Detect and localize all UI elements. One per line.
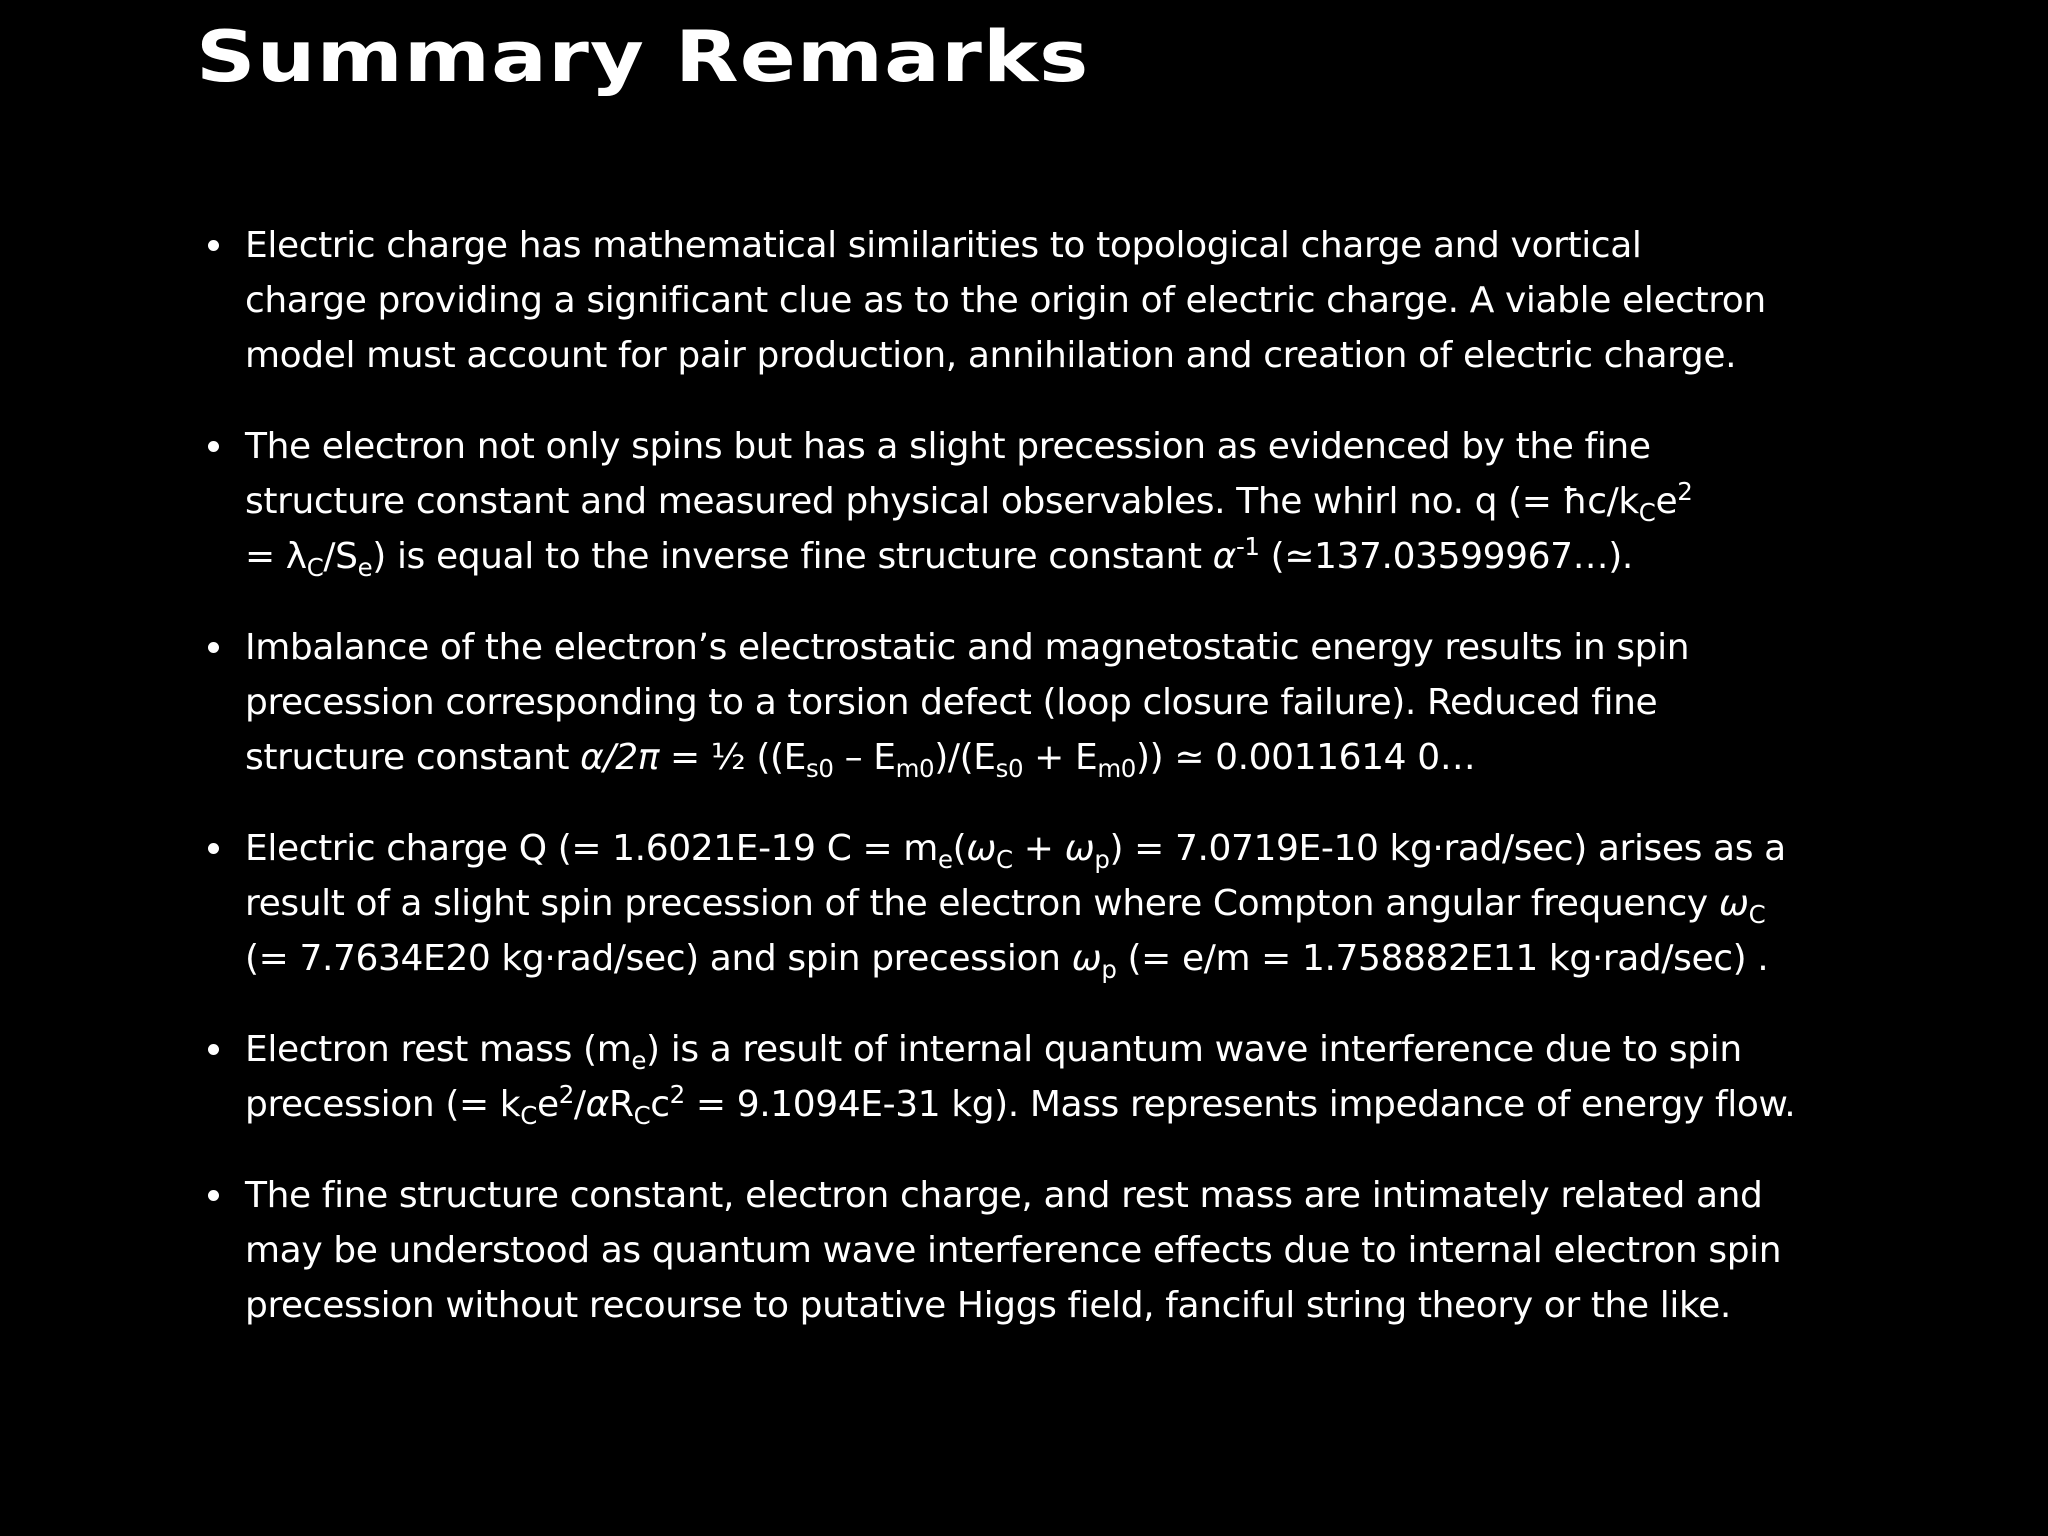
bullet-item [204, 419, 1884, 584]
alpha-over-2pi: α/2π [580, 737, 659, 778]
bullet-dot-icon [208, 843, 219, 854]
bullet-line: may be understood as quantum wave interference effects due to internal electron spin [245, 1230, 1782, 1271]
subscript: e [357, 553, 373, 583]
omega-symbol: ω [1718, 883, 1749, 924]
text-run: (= 7.7634E20 kg·rad/sec) and spin precession [245, 938, 1072, 979]
text-run: Electric charge Q (= 1.6021E-19 C = m [245, 828, 938, 869]
bullet-line [245, 821, 1884, 876]
text-run: ) is a result of internal quantum wave interference due to spin [646, 1029, 1742, 1070]
bullet-dot-icon [208, 441, 219, 452]
text-run: R [608, 1084, 634, 1125]
bullet-line: model must account for pair production, annihilation and creation of electric charge. [245, 335, 1737, 376]
bullet-dot-icon [208, 1190, 219, 1201]
bullet-line [245, 931, 1884, 986]
text-run: result of a slight spin precession of the electron where Compton angular frequency [245, 883, 1719, 924]
bullet-item [204, 1168, 1884, 1333]
alpha-symbol: α [585, 1084, 609, 1125]
subscript: m0 [895, 754, 935, 784]
text-run: (≃137.03599967…). [1259, 536, 1633, 577]
bullet-dot-icon [208, 1044, 219, 1055]
omega-symbol: ω [966, 828, 997, 869]
subscript: C [306, 553, 324, 583]
superscript: 2 [558, 1080, 574, 1109]
superscript: 2 [669, 1080, 685, 1109]
subscript: s0 [806, 754, 834, 784]
bullet-line: Electric charge has mathematical similarities to topological charge and vortical [245, 225, 1642, 266]
bullet-line [245, 730, 1884, 785]
text-run: ) is equal to the inverse fine structure constant [372, 536, 1213, 577]
slide-title: Summary Remarks [196, 16, 1090, 98]
bullet-line: The electron not only spins but has a slight precession as evidenced by the fine [245, 426, 1651, 467]
text-run: (= e/m = 1.758882E11 kg·rad/sec) . [1116, 938, 1769, 979]
superscript: 2 [1677, 477, 1693, 506]
subscript: C [996, 845, 1013, 875]
text-run: = λ [245, 536, 307, 577]
text-run: ( [952, 828, 967, 869]
bullet-item [204, 620, 1884, 785]
text-run: structure constant [245, 737, 581, 778]
text-run: Electron rest mass (m [245, 1029, 632, 1070]
text-run: = ½ ((E [659, 737, 807, 778]
text-run: /S [323, 536, 358, 577]
bullet-line: The fine structure constant, electron charge, and rest mass are intimately related and [245, 1175, 1763, 1216]
bullet-line: precession corresponding to a torsion defect (loop closure failure). Reduced fine [245, 682, 1658, 723]
superscript: -1 [1235, 532, 1260, 561]
bullet-line [245, 1022, 1884, 1077]
bullet-item [204, 218, 1884, 383]
bullet-dot-icon [208, 240, 219, 251]
subscript: p [1101, 955, 1117, 985]
alpha-symbol: α [1212, 536, 1236, 577]
subscript: C [633, 1101, 651, 1131]
text-run: / [573, 1084, 586, 1125]
bullet-line [245, 876, 1884, 931]
text-run: + [1012, 828, 1065, 869]
text-run: ) = 7.0719E-10 kg·rad/sec) arises as a [1109, 828, 1786, 869]
bullet-line: charge providing a significant clue as to the origin of electric charge. A viable electron [245, 280, 1766, 321]
bullet-item [204, 1022, 1884, 1132]
text-run: e [536, 1084, 559, 1125]
subscript: e [937, 845, 953, 875]
subscript: e [631, 1046, 647, 1076]
subscript: C [520, 1101, 537, 1131]
bullet-line [245, 1077, 1884, 1132]
bullet-line: precession without recourse to putative Higgs field, fanciful string theory or the like. [245, 1285, 1731, 1326]
subscript: p [1094, 845, 1110, 875]
omega-symbol: ω [1071, 938, 1102, 979]
text-run: structure constant and measured physical observables. The whirl no. q (= ħc/k [245, 481, 1639, 522]
text-run: precession (= k [245, 1084, 521, 1125]
text-run: – E [833, 737, 896, 778]
subscript: C [1638, 498, 1656, 528]
bullet-dot-icon [208, 642, 219, 653]
bullet-list [204, 218, 1884, 1369]
omega-symbol: ω [1064, 828, 1095, 869]
bullet-line [245, 529, 1884, 584]
bullet-item [204, 821, 1884, 986]
subscript: m0 [1097, 754, 1136, 784]
subscript: C [1748, 900, 1766, 930]
text-run: e [1655, 481, 1678, 522]
text-run: = 9.1094E-31 kg). Mass represents impedance of energy flow. [684, 1084, 1796, 1125]
text-run: )/(E [934, 737, 996, 778]
text-run: + E [1023, 737, 1098, 778]
text-run: c [650, 1084, 670, 1125]
bullet-line [245, 474, 1884, 529]
bullet-line: Imbalance of the electron’s electrostatic and magnetostatic energy results in spin [245, 627, 1690, 668]
text-run: )) ≃ 0.0011614 0… [1135, 737, 1476, 778]
subscript: s0 [995, 754, 1024, 784]
